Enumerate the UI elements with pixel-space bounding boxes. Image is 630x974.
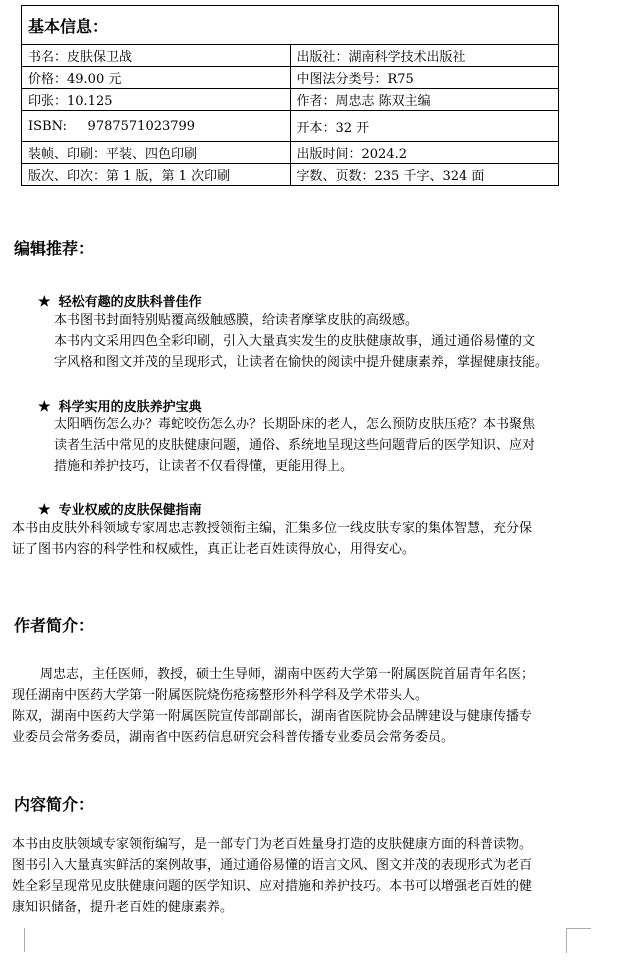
text-line: 字风格和图文并茂的呈现形式，让读者在愉快的阅读中提升健康素养，掌握健康技能。 (54, 355, 549, 370)
recommend-item-body (12, 518, 532, 560)
table-cell: 作者：周忠志 陈双主编 (290, 89, 559, 111)
text-line: 康知识储备，提升老百姓的健康素养。 (12, 900, 234, 915)
table-cell: 价格：49.00 元 (22, 67, 291, 89)
table-row (22, 164, 559, 186)
table-cell: 开本：32 开 (290, 111, 559, 142)
star-icon: ★ (38, 502, 51, 518)
table-cell: 出版时间：2024.2 (290, 142, 559, 164)
recommend-item-title (38, 499, 202, 518)
table-cell: 中图法分类号：R75 (290, 67, 559, 89)
table-row (22, 45, 559, 67)
text-line: 太阳晒伤怎么办？毒蛇咬伤怎么办？长期卧床的老人，怎么预防皮肤压疮？本书聚焦 (54, 417, 536, 432)
table-title: 基本信息： (22, 6, 559, 45)
author-body (12, 664, 534, 748)
summary-body (12, 834, 532, 918)
page-corner-mark-right (566, 928, 591, 953)
text-line: 图书引入大量真实鲜活的案例故事，通过通俗易懂的语言文风、图文并茂的表现形式为老百 (12, 858, 533, 873)
text-line: 姓全彩呈现常见皮肤健康问题的医学知识、应对措施和养护技巧。本书可以增强老百姓的健 (12, 879, 533, 894)
star-icon: ★ (38, 399, 51, 415)
table-cell: 字数、页数：235 千字、324 面 (290, 164, 559, 186)
table-cell: 版次、印次：第 1 版，第 1 次印刷 (22, 164, 291, 186)
section-heading-author: 作者简介： (14, 616, 95, 635)
table-row (22, 142, 559, 164)
basic-info-table (21, 5, 559, 186)
text-line: 本书由皮肤领域专家领衔编写，是一部专门为老百姓量身打造的皮肤健康方面的科普读物。 (12, 837, 533, 852)
table-row (22, 67, 559, 89)
recommend-title-text: 专业权威的皮肤保健指南 (58, 503, 202, 518)
recommend-title-text: 科学实用的皮肤养护宝典 (58, 400, 202, 415)
text-line: 周忠志，主任医师，教授，硕士生导师，湖南中医药大学第一附属医院首届青年名医； (40, 667, 535, 682)
text-line: 陈双，湖南中医药大学第一附属医院宣传部副部长，湖南省医院协会品牌建设与健康传播专 (12, 709, 533, 724)
section-heading-recommend: 编辑推荐： (14, 239, 95, 258)
table-cell: ISBN: 9787571023799 (22, 111, 291, 142)
table-cell: 装帧、印刷：平装、四色印刷 (22, 142, 291, 164)
star-icon: ★ (38, 294, 51, 310)
recommend-title-text: 轻松有趣的皮肤科普佳作 (58, 295, 202, 310)
recommend-item-body (54, 310, 548, 373)
table-row (22, 111, 559, 142)
recommend-item-body (54, 414, 535, 477)
page-corner-mark-left (0, 928, 25, 952)
table-row (22, 6, 559, 45)
text-line: 本书由皮肤外科领域专家周忠志教授领衔主编，汇集多位一线皮肤专家的集体智慧，充分保 (12, 521, 533, 536)
table-cell: 印张：10.125 (22, 89, 291, 111)
text-line: 措施和养护技巧，让读者不仅看得懂，更能用得上。 (54, 459, 354, 474)
text-line: 现任湖南中医药大学第一附属医院烧伤疮疡整形外科学科及学术带头人。 (12, 688, 429, 703)
text-line: 本书内文采用四色全彩印刷，引入大量真实发生的皮肤健康故事，通过通俗易懂的文 (54, 334, 536, 349)
table-cell: 出版社：湖南科学技术出版社 (290, 45, 559, 67)
text-line: 业委员会常务委员，湖南省中医药信息研究会科普传播专业委员会常务委员。 (12, 730, 455, 745)
section-heading-summary: 内容简介： (14, 795, 95, 814)
text-line: 本书图书封面特别贴覆高级触感膜，给读者摩挲皮肤的高级感。 (54, 313, 419, 328)
table-row (22, 89, 559, 111)
text-line: 证了图书内容的科学性和权威性，真正让老百姓读得放心，用得安心。 (12, 542, 416, 557)
recommend-item-title (38, 396, 202, 415)
table-cell: 书名：皮肤保卫战 (22, 45, 291, 67)
text-line: 读者生活中常见的皮肤健康问题，通俗、系统地呈现这些问题背后的医学知识、应对 (54, 438, 536, 453)
recommend-item-title (38, 291, 202, 310)
